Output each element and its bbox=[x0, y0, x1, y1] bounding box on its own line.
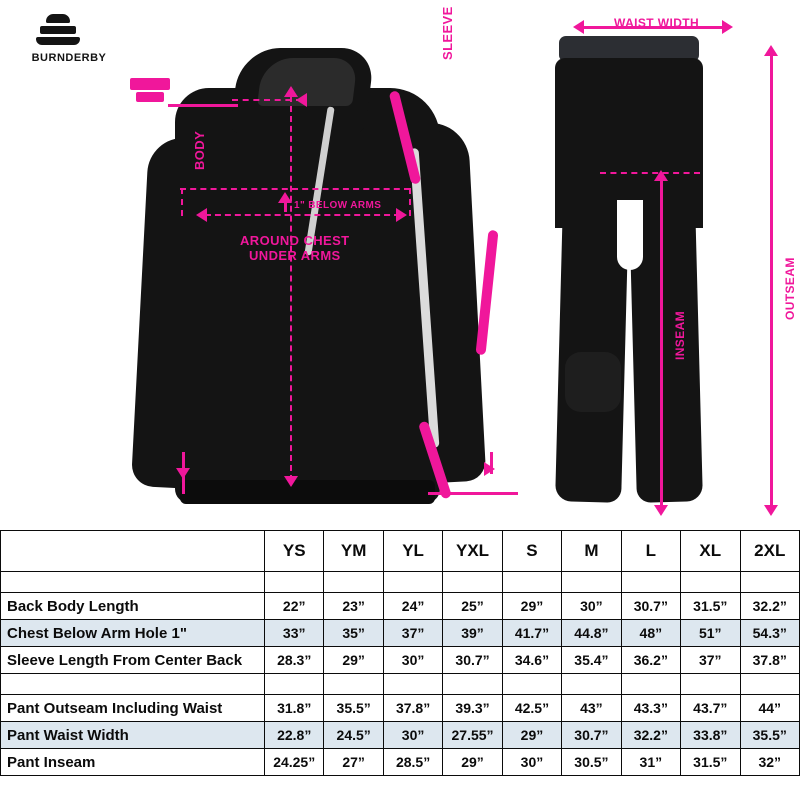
chest-measure-left-tick bbox=[181, 188, 183, 216]
cell: 24.25” bbox=[265, 749, 324, 776]
table-spacer-row-top bbox=[1, 572, 800, 593]
sleeve-callout-block-a bbox=[130, 78, 170, 90]
table-row bbox=[1, 695, 800, 722]
cell: 30.7” bbox=[443, 647, 502, 674]
header-cell-2xl: 2XL bbox=[740, 531, 800, 572]
cell: 44.8” bbox=[562, 620, 621, 647]
sleeve-callout-block-b bbox=[136, 92, 164, 102]
jacket-hem-right-tick bbox=[490, 452, 493, 474]
cell: 29” bbox=[502, 722, 561, 749]
cell: 24” bbox=[383, 593, 442, 620]
row-label-pant-outseam: Pant Outseam Including Waist bbox=[1, 695, 265, 722]
cell: 32.2” bbox=[740, 593, 800, 620]
size-chart-table-container bbox=[0, 530, 800, 800]
cell: 29” bbox=[443, 749, 502, 776]
header-cell-yl: YL bbox=[383, 531, 442, 572]
cell: 27” bbox=[324, 749, 383, 776]
jacket-hem-left-arrow bbox=[176, 468, 190, 479]
sleeve-top-line bbox=[168, 104, 238, 107]
outseam-measure-line bbox=[770, 56, 773, 511]
cell: 32.2” bbox=[621, 722, 680, 749]
cell: 31.5” bbox=[681, 593, 740, 620]
cell: 37” bbox=[681, 647, 740, 674]
size-chart-table bbox=[0, 530, 800, 776]
header-cell-s: S bbox=[502, 531, 561, 572]
stacked-bars-logo-icon bbox=[36, 14, 80, 48]
cell: 39” bbox=[443, 620, 502, 647]
cell: 30.7” bbox=[621, 593, 680, 620]
row-label-pant-inseam: Pant Inseam bbox=[1, 749, 265, 776]
cell: 35.5” bbox=[740, 722, 800, 749]
spacer-cell bbox=[681, 572, 740, 593]
back-body-top-arrow bbox=[296, 93, 307, 107]
jacket-hem-bottom-line bbox=[428, 492, 518, 495]
cell: 54.3” bbox=[740, 620, 800, 647]
cell: 48” bbox=[621, 620, 680, 647]
spacer-cell bbox=[443, 572, 502, 593]
cell: 30” bbox=[562, 593, 621, 620]
row-label-back-body-length: Back Body Length bbox=[1, 593, 265, 620]
chest-arrow-line bbox=[205, 214, 400, 216]
brand-logo bbox=[14, 14, 124, 76]
cell: 37.8” bbox=[383, 695, 442, 722]
table-header-row bbox=[1, 531, 800, 572]
chest-arrow-left bbox=[196, 208, 207, 222]
cell: 31.8” bbox=[265, 695, 324, 722]
cell: 31” bbox=[621, 749, 680, 776]
spacer-cell bbox=[502, 572, 561, 593]
cell: 35.4” bbox=[562, 647, 621, 674]
cell: 31.5” bbox=[681, 749, 740, 776]
cell: 51” bbox=[681, 620, 740, 647]
cell: 24.5” bbox=[324, 722, 383, 749]
cell: 43.3” bbox=[621, 695, 680, 722]
cell: 44” bbox=[740, 695, 800, 722]
row-label-sleeve-length: Sleeve Length From Center Back bbox=[1, 647, 265, 674]
cell: 22.8” bbox=[265, 722, 324, 749]
cell: 35” bbox=[324, 620, 383, 647]
table-row bbox=[1, 722, 800, 749]
header-cell-m: M bbox=[562, 531, 621, 572]
cell: 23” bbox=[324, 593, 383, 620]
spacer-cell bbox=[502, 674, 561, 695]
body-label: BODY bbox=[192, 130, 207, 170]
spacer-cell bbox=[681, 674, 740, 695]
chest-measure-right-tick bbox=[409, 188, 411, 216]
spacer-cell bbox=[265, 572, 324, 593]
spacer-cell bbox=[265, 674, 324, 695]
table-spacer-row-middle bbox=[1, 674, 800, 695]
cell: 37.8” bbox=[740, 647, 800, 674]
spacer-cell bbox=[443, 674, 502, 695]
header-cell-l: L bbox=[621, 531, 680, 572]
inseam-arrow-bottom bbox=[654, 505, 668, 516]
body-length-arrow-bottom bbox=[284, 476, 298, 487]
header-cell-ym: YM bbox=[324, 531, 383, 572]
spacer-cell bbox=[324, 674, 383, 695]
cell: 30” bbox=[502, 749, 561, 776]
sleeve-label: SLEEVE bbox=[440, 6, 455, 60]
body-length-measure-line bbox=[290, 96, 292, 481]
below-arms-label: 1" BELOW ARMS bbox=[294, 200, 382, 211]
spacer-cell bbox=[562, 572, 621, 593]
header-cell-ys: YS bbox=[265, 531, 324, 572]
header-cell-measurement bbox=[1, 531, 265, 572]
outseam-arrow-top bbox=[764, 45, 778, 56]
cell: 29” bbox=[324, 647, 383, 674]
spacer-cell bbox=[621, 572, 680, 593]
table-row bbox=[1, 620, 800, 647]
cell: 37” bbox=[383, 620, 442, 647]
spacer-cell bbox=[562, 674, 621, 695]
inseam-measure-line bbox=[660, 180, 663, 510]
cell: 29” bbox=[502, 593, 561, 620]
chest-arrow-right bbox=[396, 208, 407, 222]
inseam-top-line bbox=[600, 172, 700, 174]
table-row bbox=[1, 749, 800, 776]
table-row bbox=[1, 647, 800, 674]
cell: 43.7” bbox=[681, 695, 740, 722]
spacer-cell bbox=[740, 572, 800, 593]
around-chest-label-line2: UNDER ARMS bbox=[249, 248, 341, 263]
waist-width-arrow-left bbox=[573, 20, 584, 34]
brand-name: BURNDERBY bbox=[31, 52, 107, 64]
pants-graphic bbox=[545, 22, 730, 522]
waist-width-label: WAIST WIDTH bbox=[614, 16, 700, 30]
spacer-cell bbox=[383, 674, 442, 695]
outseam-label: OUTSEAM bbox=[783, 257, 797, 320]
cell: 30” bbox=[383, 647, 442, 674]
cell: 32” bbox=[740, 749, 800, 776]
cell: 27.55” bbox=[443, 722, 502, 749]
table-row bbox=[1, 593, 800, 620]
cell: 34.6” bbox=[502, 647, 561, 674]
spacer-cell bbox=[621, 674, 680, 695]
chest-measure-line bbox=[180, 188, 410, 190]
cell: 30.5” bbox=[562, 749, 621, 776]
header-cell-xl: XL bbox=[681, 531, 740, 572]
cell: 33” bbox=[265, 620, 324, 647]
spacer-cell bbox=[383, 572, 442, 593]
below-arms-tick bbox=[284, 200, 287, 212]
outseam-arrow-bottom bbox=[764, 505, 778, 516]
cell: 28.5” bbox=[383, 749, 442, 776]
cell: 41.7” bbox=[502, 620, 561, 647]
cell: 36.2” bbox=[621, 647, 680, 674]
spacer-cell bbox=[1, 674, 265, 695]
cell: 30” bbox=[383, 722, 442, 749]
cell: 30.7” bbox=[562, 722, 621, 749]
spacer-cell bbox=[1, 572, 265, 593]
cell: 33.8” bbox=[681, 722, 740, 749]
spacer-cell bbox=[740, 674, 800, 695]
cell: 43” bbox=[562, 695, 621, 722]
waist-width-arrow-right bbox=[722, 20, 733, 34]
row-label-pant-waist-width: Pant Waist Width bbox=[1, 722, 265, 749]
jacket-graphic bbox=[120, 28, 520, 518]
cell: 22” bbox=[265, 593, 324, 620]
row-label-chest-below-arm-hole: Chest Below Arm Hole 1" bbox=[1, 620, 265, 647]
around-chest-label-line1: AROUND CHEST bbox=[240, 233, 350, 248]
spacer-cell bbox=[324, 572, 383, 593]
cell: 25” bbox=[443, 593, 502, 620]
header-cell-yxl: YXL bbox=[443, 531, 502, 572]
cell: 28.3” bbox=[265, 647, 324, 674]
inseam-label: INSEAM bbox=[673, 310, 687, 360]
cell: 39.3” bbox=[443, 695, 502, 722]
cell: 35.5” bbox=[324, 695, 383, 722]
back-body-top-line bbox=[232, 99, 302, 101]
cell: 42.5” bbox=[502, 695, 561, 722]
